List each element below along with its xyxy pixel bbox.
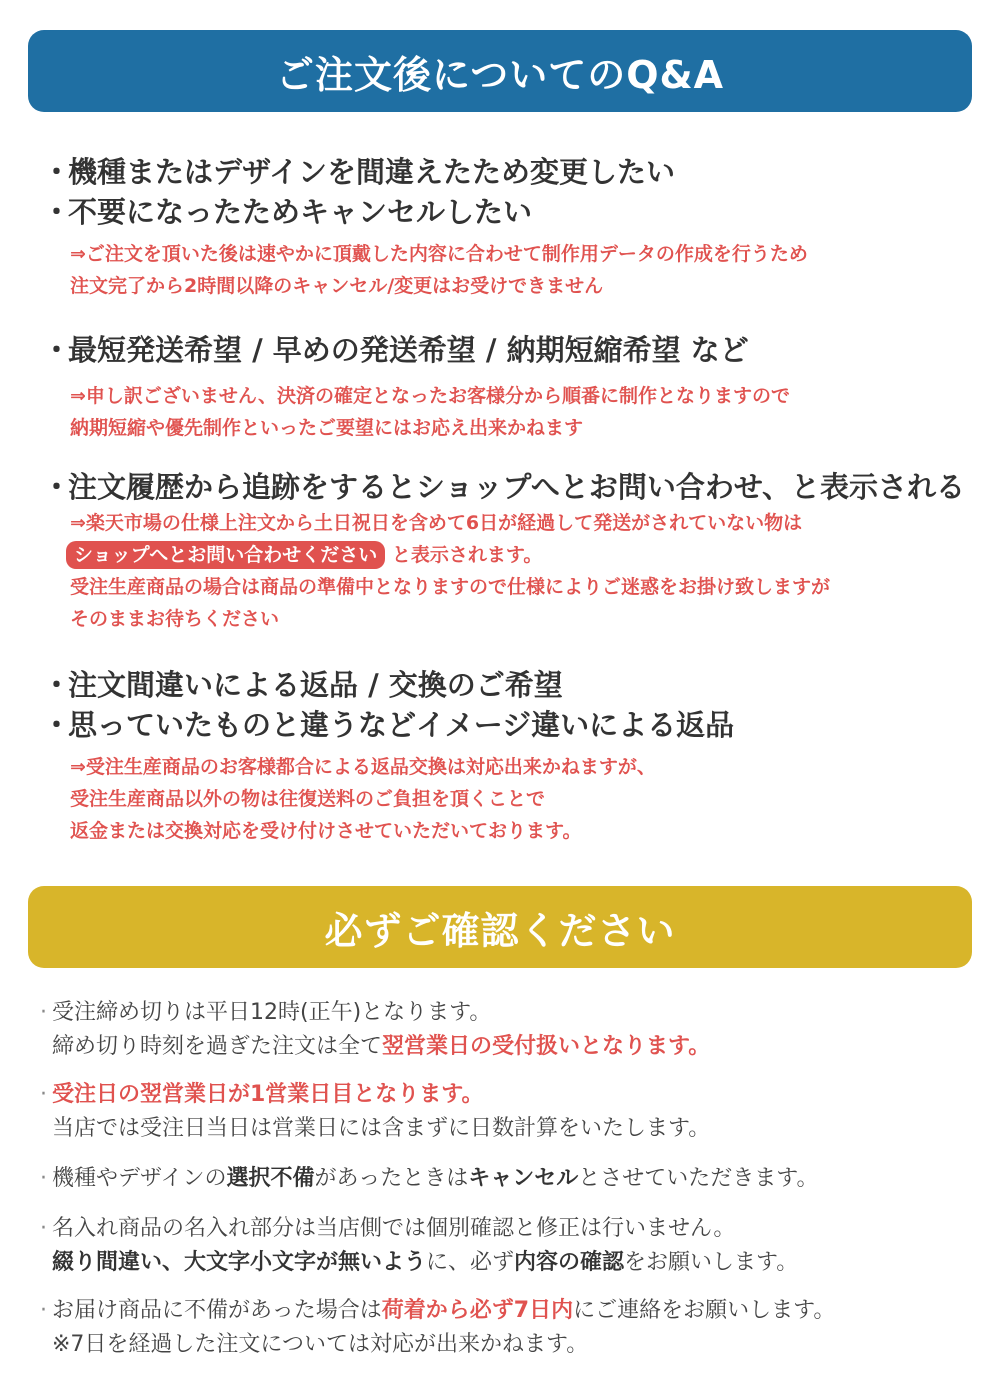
qa-item — [42, 665, 972, 847]
question: ・最短発送希望 / 早めの発送希望 / 納期短縮希望 など — [42, 333, 749, 367]
note-item — [40, 996, 980, 1064]
confirm-banner-title: 必ずご確認ください — [324, 908, 676, 953]
qa-banner — [28, 30, 972, 112]
confirm-banner — [28, 886, 972, 968]
note-line: ※7日を経過した注文については対応が出来かねます。 — [52, 1332, 589, 1357]
answer: ⇒楽天市場の仕様上注文から土日祝日を含めて6日が経過して発送がされていない物は — [70, 512, 803, 534]
note-line: · 受注締め切りは平日12時(正午)となります。 — [40, 1000, 492, 1025]
note-line: · 受注日の翌営業日が1営業日目となります。 — [40, 1082, 484, 1107]
highlight-badge: ショップへとお問い合わせください — [66, 541, 385, 569]
question: ・注文間違いによる返品 / 交換のご希望 — [42, 668, 563, 702]
answer: そのままお待ちください — [70, 608, 280, 630]
note-line: 当店では受注日当日は営業日には含まずに日数計算をいたします。 — [52, 1116, 711, 1141]
answer: ⇒受注生産商品のお客様都合による返品交換は対応出来かねますが、 — [70, 756, 656, 778]
note-line: · お届け商品に不備があった場合は荷着から必ず7日内にご連絡をお願いします。 — [40, 1298, 836, 1323]
qa-item — [42, 152, 972, 302]
question: ・不要になったためキャンセルしたい — [42, 195, 533, 229]
note-line: 綴り間違い、大文字小文字が無いように、必ず内容の確認をお願いします。 — [52, 1250, 799, 1275]
note-item — [40, 1078, 980, 1146]
answer: 受注生産商品以外の物は往復送料のご負担を頂くことで — [70, 788, 546, 810]
question: ・機種またはデザインを間違えたため変更したい — [42, 155, 675, 189]
qa-item — [42, 467, 972, 635]
note-item — [40, 1294, 980, 1362]
answer: 受注生産商品の場合は商品の準備中となりますので仕様によりご迷惑をお掛け致しますが — [70, 576, 831, 598]
answer: ⇒申し訳ございません、決済の確定となったお客様分から順番に制作となりますので — [70, 385, 791, 407]
answer — [42, 539, 972, 571]
qa-banner-title: ご注文後についてのQ&A — [275, 52, 725, 97]
note-item — [40, 1212, 980, 1280]
note-line: · 名入れ商品の名入れ部分は当店側では個別確認と修正は行いません。 — [40, 1216, 736, 1241]
answer: 注文完了から2時間以降のキャンセル/変更はお受けできません — [70, 275, 604, 297]
question: ・思っていたものと違うなどイメージ違いによる返品 — [42, 708, 735, 742]
answer: 納期短縮や優先制作といったご要望にはお応え出来かねます — [70, 417, 584, 439]
note-line: 締め切り時刻を過ぎた注文は全て翌営業日の受付扱いとなります。 — [52, 1034, 711, 1059]
note-item — [40, 1162, 980, 1196]
answer: 返金または交換対応を受け付けさせていただいております。 — [70, 820, 582, 842]
answer: ⇒ご注文を頂いた後は速やかに頂戴した内容に合わせて制作用データの作成を行うため — [70, 243, 808, 265]
qa-item — [42, 330, 972, 444]
highlight-suffix: と表示されます。 — [391, 544, 543, 566]
question: ・注文履歴から追跡をするとショップへとお問い合わせ、と表示される — [42, 470, 965, 504]
note-line: · 機種やデザインの選択不備があったときはキャンセルとさせていただきます。 — [40, 1166, 819, 1191]
